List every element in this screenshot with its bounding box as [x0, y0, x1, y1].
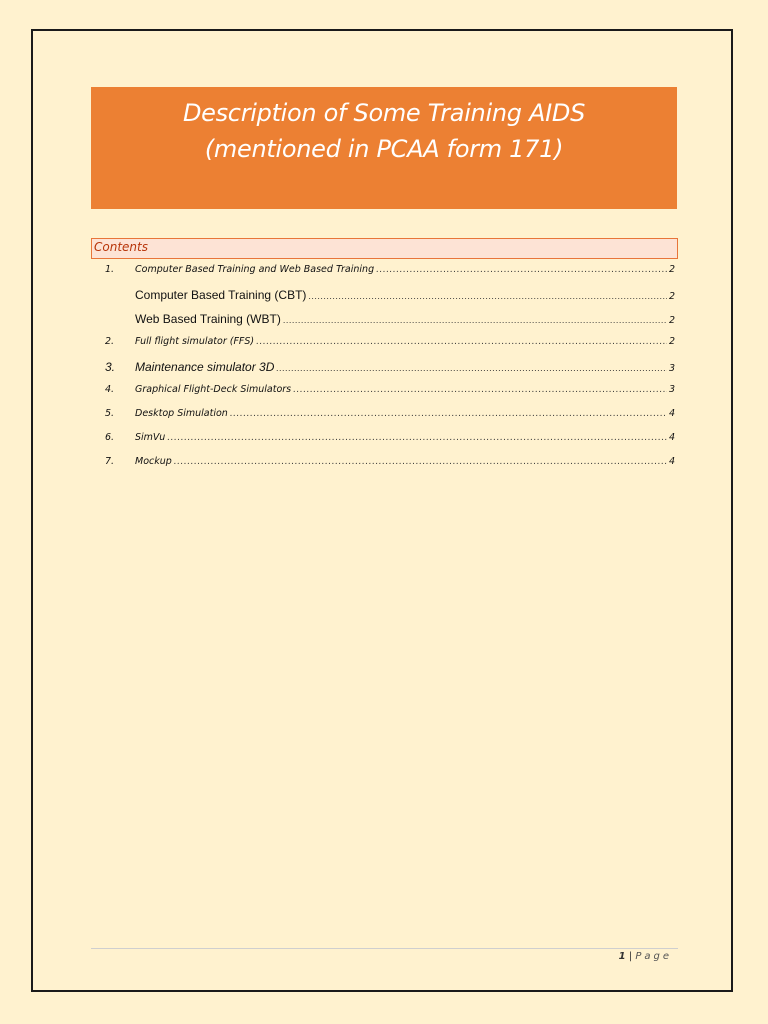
toc-leader-dots: [276, 363, 667, 373]
toc-entry[interactable]: [105, 264, 675, 280]
toc-leader-dots: [174, 457, 667, 467]
toc-page-number: 2: [668, 291, 675, 302]
toc-number: 5.: [105, 408, 115, 419]
contents-heading-box: [91, 238, 678, 259]
toc-page-number: 2: [668, 315, 675, 326]
toc-page-number: 3: [668, 384, 675, 395]
title-line-2: (mentioned in PCAA form 171): [204, 135, 564, 163]
toc-entry[interactable]: [105, 432, 675, 448]
toc-leader-dots: [293, 385, 667, 395]
toc-page-number: 4: [668, 456, 675, 467]
toc-title[interactable]: Computer Based Training (CBT): [135, 288, 307, 302]
toc-title[interactable]: Mockup: [135, 456, 172, 467]
footer-divider: [91, 948, 678, 949]
toc-page-number: 2: [668, 264, 675, 275]
toc-leader-dots: [283, 315, 667, 325]
toc-leader-dots: [256, 337, 667, 347]
toc-entry[interactable]: [105, 456, 675, 472]
toc-leader-dots: [376, 265, 667, 275]
toc-title[interactable]: Desktop Simulation: [135, 408, 228, 419]
toc-entry[interactable]: [105, 336, 675, 352]
toc-entry[interactable]: [105, 360, 675, 376]
footer-page-number: 1: [618, 951, 626, 962]
toc-title[interactable]: Computer Based Training and Web Based Training: [135, 264, 375, 275]
toc-title[interactable]: Full flight simulator (FFS): [135, 336, 255, 347]
toc-title[interactable]: Graphical Flight-Deck Simulators: [135, 384, 292, 395]
toc-number: 3.: [105, 360, 116, 374]
toc-title[interactable]: SimVu: [135, 432, 166, 443]
footer-page-word: Page: [635, 951, 672, 962]
toc-title[interactable]: Web Based Training (WBT): [135, 312, 281, 326]
toc-entry[interactable]: [105, 408, 675, 424]
toc-leader-dots: [230, 409, 667, 419]
toc-entry[interactable]: [105, 312, 675, 328]
toc-page-number: 3: [668, 363, 675, 374]
toc-entry[interactable]: [105, 288, 675, 304]
toc-number: 7.: [105, 456, 115, 467]
toc-number: 4.: [105, 384, 115, 395]
contents-heading: Contents: [94, 240, 148, 254]
title-line-1: Description of Some Training AIDS: [182, 99, 586, 127]
toc-page-number: 2: [668, 336, 675, 347]
toc-page-number: 4: [668, 408, 675, 419]
page-footer: [619, 951, 672, 962]
toc-number: 2.: [105, 336, 115, 347]
toc-page-number: 4: [668, 432, 675, 443]
toc-leader-dots: [308, 291, 667, 301]
toc-title[interactable]: Maintenance simulator 3D: [135, 360, 275, 374]
footer-separator: |: [628, 951, 633, 962]
toc-entry[interactable]: [105, 384, 675, 400]
toc-number: 6.: [105, 432, 115, 443]
toc-number: 1.: [105, 264, 115, 275]
toc-leader-dots: [167, 433, 667, 443]
title-banner: [91, 87, 677, 209]
